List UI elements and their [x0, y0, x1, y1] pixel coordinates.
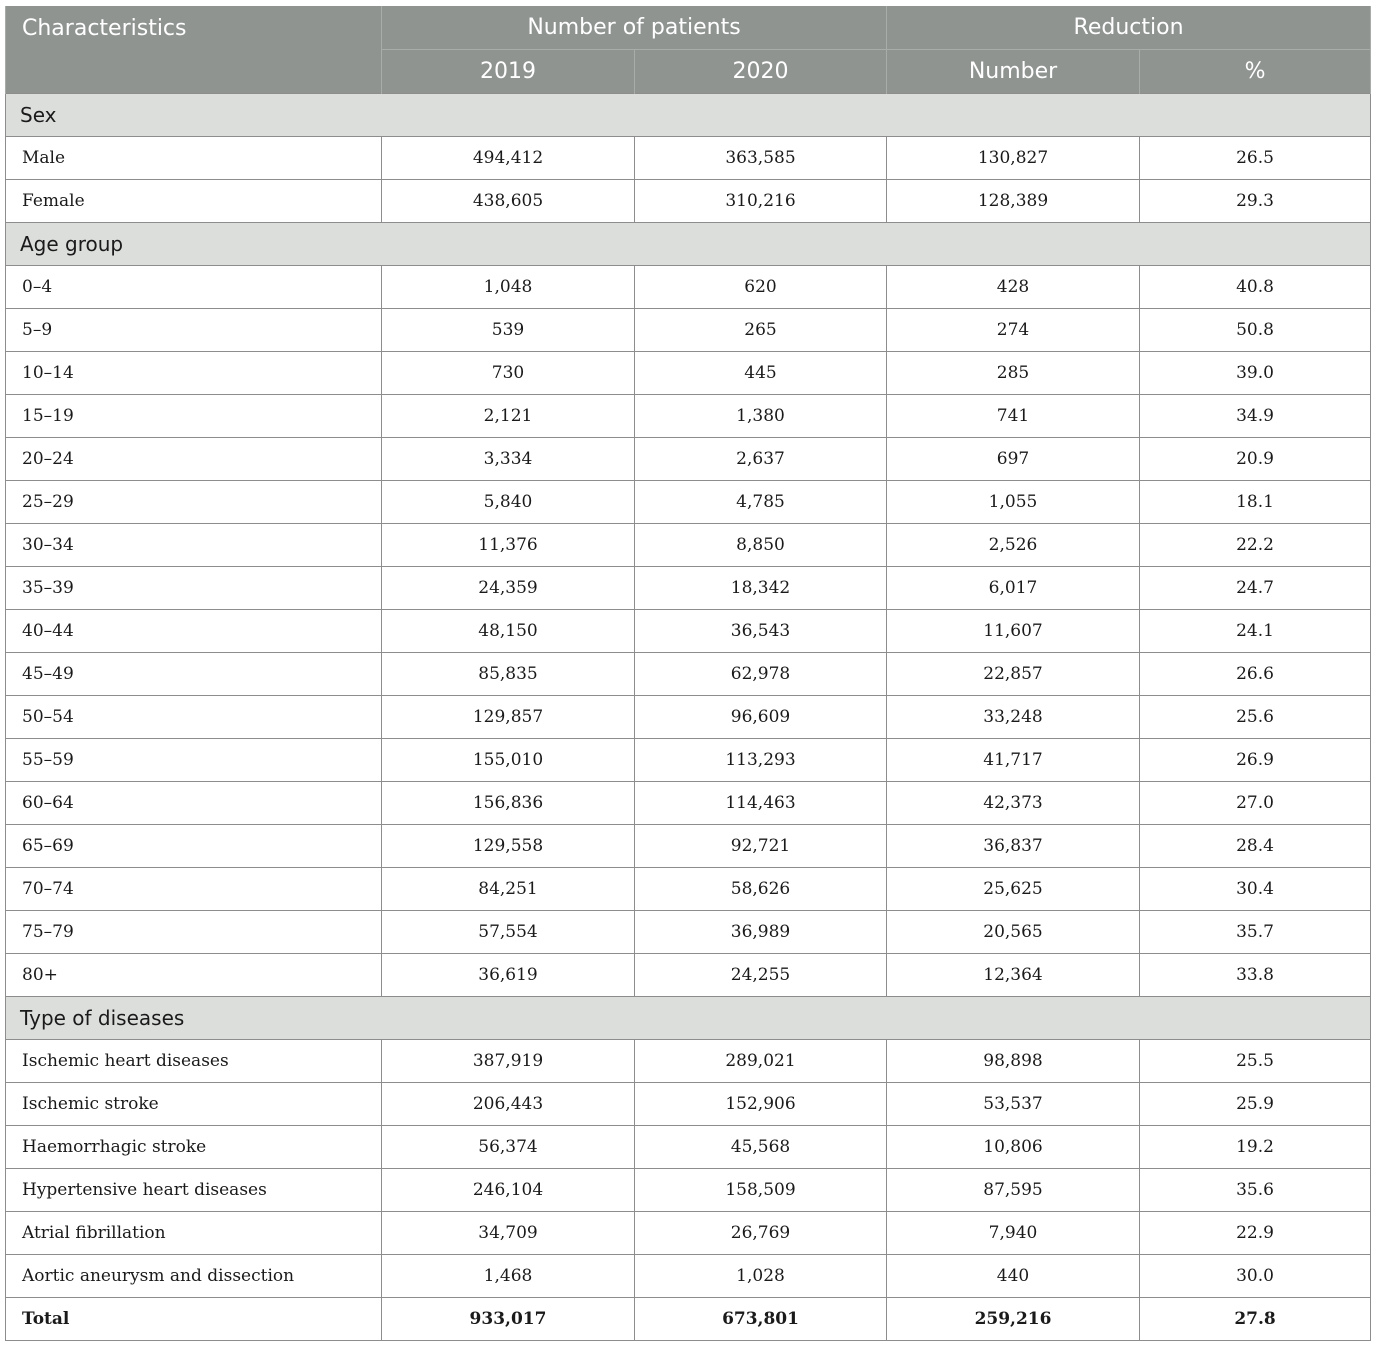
cell-label: Ischemic stroke [6, 1083, 382, 1126]
cell-2019: 730 [382, 352, 635, 395]
cell-reduction-percent: 30.4 [1140, 868, 1371, 911]
cell-2019: 3,334 [382, 438, 635, 481]
table-row [6, 1169, 1371, 1212]
cell-2019: 129,558 [382, 825, 635, 868]
cell-reduction-number: 87,595 [887, 1169, 1140, 1212]
table-row [6, 567, 1371, 610]
table-row [6, 653, 1371, 696]
cell-label: 75–79 [6, 911, 382, 954]
cell-2020: 8,850 [635, 524, 887, 567]
cell-2020: 36,543 [635, 610, 887, 653]
cell-reduction-number: 33,248 [887, 696, 1140, 739]
cell-2019: 933,017 [382, 1298, 635, 1341]
cell-reduction-percent: 26.9 [1140, 739, 1371, 782]
cell-2020: 1,380 [635, 395, 887, 438]
cell-label: 65–69 [6, 825, 382, 868]
cell-label: Hypertensive heart diseases [6, 1169, 382, 1212]
table-row [6, 395, 1371, 438]
cell-reduction-number: 697 [887, 438, 1140, 481]
table-row [6, 137, 1371, 180]
table-row [6, 438, 1371, 481]
cell-reduction-number: 259,216 [887, 1298, 1140, 1341]
header-number: Number [887, 50, 1140, 94]
section-title: Type of diseases [6, 997, 1371, 1040]
cell-reduction-percent: 25.6 [1140, 696, 1371, 739]
cell-reduction-percent: 27.0 [1140, 782, 1371, 825]
cell-label: 25–29 [6, 481, 382, 524]
table-row [6, 481, 1371, 524]
header-number-of-patients: Number of patients [382, 6, 887, 50]
cell-2020: 45,568 [635, 1126, 887, 1169]
cell-reduction-number: 285 [887, 352, 1140, 395]
cell-2019: 5,840 [382, 481, 635, 524]
cell-2020: 18,342 [635, 567, 887, 610]
cell-reduction-number: 274 [887, 309, 1140, 352]
cell-reduction-number: 1,055 [887, 481, 1140, 524]
cell-label: 50–54 [6, 696, 382, 739]
header-reduction: Reduction [887, 6, 1371, 50]
cell-reduction-number: 22,857 [887, 653, 1140, 696]
cell-reduction-number: 6,017 [887, 567, 1140, 610]
cell-reduction-percent: 29.3 [1140, 180, 1371, 223]
cell-label: Atrial fibrillation [6, 1212, 382, 1255]
patients-table [5, 6, 1371, 1341]
cell-2020: 310,216 [635, 180, 887, 223]
table-row [6, 696, 1371, 739]
section-row [6, 223, 1371, 266]
header-2019: 2019 [382, 50, 635, 94]
table-row [6, 610, 1371, 653]
cell-reduction-percent: 35.7 [1140, 911, 1371, 954]
cell-reduction-percent: 20.9 [1140, 438, 1371, 481]
cell-reduction-percent: 30.0 [1140, 1255, 1371, 1298]
cell-reduction-percent: 22.9 [1140, 1212, 1371, 1255]
cell-reduction-percent: 26.5 [1140, 137, 1371, 180]
section-row [6, 997, 1371, 1040]
cell-reduction-percent: 40.8 [1140, 266, 1371, 309]
cell-label: 80+ [6, 954, 382, 997]
cell-2020: 96,609 [635, 696, 887, 739]
table-row [6, 309, 1371, 352]
cell-2019: 57,554 [382, 911, 635, 954]
cell-2020: 445 [635, 352, 887, 395]
cell-2019: 11,376 [382, 524, 635, 567]
cell-2019: 539 [382, 309, 635, 352]
cell-2020: 4,785 [635, 481, 887, 524]
cell-reduction-percent: 39.0 [1140, 352, 1371, 395]
table-row [6, 1212, 1371, 1255]
table-row [6, 954, 1371, 997]
cell-2020: 673,801 [635, 1298, 887, 1341]
cell-reduction-number: 741 [887, 395, 1140, 438]
cell-2019: 387,919 [382, 1040, 635, 1083]
table-row [6, 352, 1371, 395]
cell-2019: 2,121 [382, 395, 635, 438]
cell-2020: 2,637 [635, 438, 887, 481]
cell-2020: 620 [635, 266, 887, 309]
cell-reduction-number: 53,537 [887, 1083, 1140, 1126]
cell-reduction-percent: 19.2 [1140, 1126, 1371, 1169]
cell-2020: 1,028 [635, 1255, 887, 1298]
cell-reduction-number: 42,373 [887, 782, 1140, 825]
cell-label: Aortic aneurysm and dissection [6, 1255, 382, 1298]
cell-2019: 156,836 [382, 782, 635, 825]
cell-reduction-number: 11,607 [887, 610, 1140, 653]
cell-2020: 36,989 [635, 911, 887, 954]
table-row [6, 1083, 1371, 1126]
cell-label: 70–74 [6, 868, 382, 911]
table-row [6, 266, 1371, 309]
cell-2019: 494,412 [382, 137, 635, 180]
cell-reduction-percent: 24.7 [1140, 567, 1371, 610]
cell-label: Total [6, 1298, 382, 1341]
cell-2019: 85,835 [382, 653, 635, 696]
cell-reduction-percent: 35.6 [1140, 1169, 1371, 1212]
table-row [6, 1255, 1371, 1298]
cell-2019: 1,468 [382, 1255, 635, 1298]
cell-label: 30–34 [6, 524, 382, 567]
cell-2019: 84,251 [382, 868, 635, 911]
cell-2020: 26,769 [635, 1212, 887, 1255]
cell-2020: 114,463 [635, 782, 887, 825]
cell-reduction-percent: 50.8 [1140, 309, 1371, 352]
cell-2020: 265 [635, 309, 887, 352]
cell-2020: 24,255 [635, 954, 887, 997]
cell-label: 45–49 [6, 653, 382, 696]
cell-label: 40–44 [6, 610, 382, 653]
cell-label: Haemorrhagic stroke [6, 1126, 382, 1169]
total-row [6, 1298, 1371, 1341]
cell-label: 60–64 [6, 782, 382, 825]
cell-label: 0–4 [6, 266, 382, 309]
cell-2020: 113,293 [635, 739, 887, 782]
cell-reduction-number: 20,565 [887, 911, 1140, 954]
cell-label: Female [6, 180, 382, 223]
cell-2020: 58,626 [635, 868, 887, 911]
table-row [6, 782, 1371, 825]
cell-2019: 56,374 [382, 1126, 635, 1169]
cell-2019: 246,104 [382, 1169, 635, 1212]
table-row [6, 1126, 1371, 1169]
header-percent: % [1140, 50, 1371, 94]
cell-label: 20–24 [6, 438, 382, 481]
table-row [6, 739, 1371, 782]
cell-reduction-percent: 26.6 [1140, 653, 1371, 696]
table-row [6, 868, 1371, 911]
cell-reduction-percent: 22.2 [1140, 524, 1371, 567]
cell-reduction-percent: 28.4 [1140, 825, 1371, 868]
cell-2019: 206,443 [382, 1083, 635, 1126]
cell-reduction-number: 7,940 [887, 1212, 1140, 1255]
table-row [6, 1040, 1371, 1083]
cell-2019: 34,709 [382, 1212, 635, 1255]
header-2020: 2020 [635, 50, 887, 94]
cell-2020: 289,021 [635, 1040, 887, 1083]
cell-reduction-percent: 18.1 [1140, 481, 1371, 524]
section-title: Sex [6, 94, 1371, 137]
cell-reduction-number: 25,625 [887, 868, 1140, 911]
cell-label: 55–59 [6, 739, 382, 782]
cell-reduction-number: 12,364 [887, 954, 1140, 997]
cell-reduction-number: 130,827 [887, 137, 1140, 180]
cell-2019: 36,619 [382, 954, 635, 997]
cell-reduction-percent: 33.8 [1140, 954, 1371, 997]
cell-2020: 363,585 [635, 137, 887, 180]
cell-2019: 155,010 [382, 739, 635, 782]
table-row [6, 911, 1371, 954]
cell-2020: 152,906 [635, 1083, 887, 1126]
cell-reduction-number: 10,806 [887, 1126, 1140, 1169]
cell-reduction-number: 98,898 [887, 1040, 1140, 1083]
section-title: Age group [6, 223, 1371, 266]
cell-reduction-percent: 34.9 [1140, 395, 1371, 438]
cell-reduction-percent: 25.5 [1140, 1040, 1371, 1083]
cell-reduction-number: 41,717 [887, 739, 1140, 782]
cell-label: 10–14 [6, 352, 382, 395]
cell-reduction-percent: 25.9 [1140, 1083, 1371, 1126]
cell-2019: 129,857 [382, 696, 635, 739]
section-row [6, 94, 1371, 137]
cell-2020: 158,509 [635, 1169, 887, 1212]
cell-2019: 48,150 [382, 610, 635, 653]
cell-2020: 92,721 [635, 825, 887, 868]
table-body [6, 94, 1371, 1341]
cell-2020: 62,978 [635, 653, 887, 696]
cell-reduction-number: 440 [887, 1255, 1140, 1298]
cell-label: 35–39 [6, 567, 382, 610]
cell-label: Male [6, 137, 382, 180]
cell-reduction-number: 2,526 [887, 524, 1140, 567]
cell-reduction-number: 128,389 [887, 180, 1140, 223]
cell-reduction-percent: 27.8 [1140, 1298, 1371, 1341]
cell-2019: 1,048 [382, 266, 635, 309]
cell-reduction-number: 36,837 [887, 825, 1140, 868]
cell-label: 5–9 [6, 309, 382, 352]
cell-2019: 438,605 [382, 180, 635, 223]
cell-reduction-number: 428 [887, 266, 1140, 309]
cell-reduction-percent: 24.1 [1140, 610, 1371, 653]
table-header [6, 6, 1371, 94]
header-characteristics: Characteristics [6, 6, 382, 94]
cell-2019: 24,359 [382, 567, 635, 610]
cell-label: 15–19 [6, 395, 382, 438]
cell-label: Ischemic heart diseases [6, 1040, 382, 1083]
table-row [6, 180, 1371, 223]
table-row [6, 524, 1371, 567]
table-row [6, 825, 1371, 868]
